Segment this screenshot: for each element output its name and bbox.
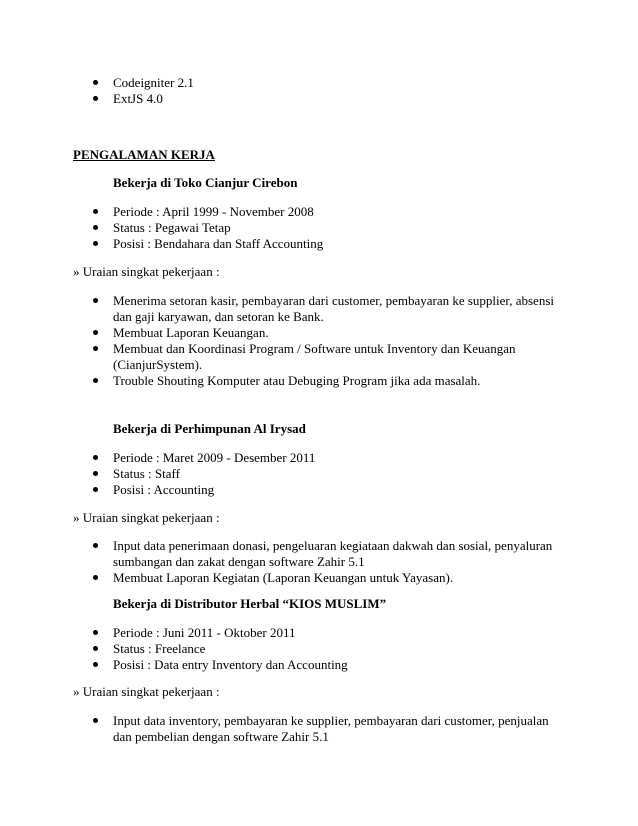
bullet-icon: [93, 204, 99, 220]
list-item: Posisi : Bendahara dan Staff Accounting: [0, 236, 638, 252]
list-item: Menerima setoran kasir, pembayaran dari customer, pembayaran ke supplier, absensi dan gaji karyawan, dan setoran ke Bank.: [0, 293, 638, 325]
bullet-icon: [93, 236, 99, 252]
uraian-label: » Uraian singkat pekerjaan :: [73, 684, 220, 699]
bullet-icon: [93, 450, 99, 466]
list-item: Posisi : Accounting: [0, 482, 638, 498]
skills-list: [0, 75, 638, 107]
list-item: Input data inventory, pembayaran ke supplier, pembayaran dari customer, penjualan dan pembelian dengan software Zahir 5.1: [0, 713, 638, 745]
bullet-icon: [93, 341, 99, 357]
bullet-icon: [93, 75, 99, 91]
bullet-icon: [93, 641, 99, 657]
list-item: Membuat Laporan Kegiatan (Laporan Keuangan untuk Yayasan).: [0, 570, 638, 586]
list-item: Membuat dan Koordinasi Program / Software untuk Inventory dan Keuangan (CianjurSystem).: [0, 341, 638, 373]
job-title: Bekerja di Toko Cianjur Cirebon: [113, 175, 298, 190]
list-item: Posisi : Data entry Inventory dan Accounting: [0, 657, 638, 673]
bullet-icon: [93, 482, 99, 498]
job-details-list: [0, 625, 638, 673]
bullet-icon: [93, 570, 99, 586]
job-details-list: [0, 204, 638, 252]
list-item: Periode : Juni 2011 - Oktober 2011: [0, 625, 638, 641]
bullet-icon: [93, 91, 99, 107]
bullet-icon: [93, 325, 99, 341]
bullet-icon: [93, 373, 99, 389]
bullet-icon: [93, 657, 99, 673]
list-item: Codeigniter 2.1: [0, 75, 638, 91]
job-title: Bekerja di Distributor Herbal “KIOS MUSLIM”: [113, 596, 387, 611]
bullet-icon: [93, 220, 99, 236]
uraian-label: » Uraian singkat pekerjaan :: [73, 510, 220, 525]
job-tasks-list: [0, 293, 638, 389]
bullet-icon: [93, 538, 99, 554]
bullet-icon: [93, 466, 99, 482]
uraian-label: » Uraian singkat pekerjaan :: [73, 264, 220, 279]
bullet-icon: [93, 625, 99, 641]
list-item: Trouble Shouting Komputer atau Debuging Program jika ada masalah.: [0, 373, 638, 389]
bullet-icon: [93, 713, 99, 729]
job-tasks-list: [0, 538, 638, 586]
list-item: ExtJS 4.0: [0, 91, 638, 107]
section-heading: PENGALAMAN KERJA: [73, 147, 215, 162]
list-item: Input data penerimaan donasi, pengeluaran kegiataan dakwah dan sosial, penyaluran sumbangan dan zakat dengan software Zahir 5.1: [0, 538, 638, 570]
bullet-icon: [93, 293, 99, 309]
job-details-list: [0, 450, 638, 498]
job-title: Bekerja di Perhimpunan Al Irysad: [113, 421, 306, 436]
list-item: Membuat Laporan Keuangan.: [0, 325, 638, 341]
list-item: Periode : Maret 2009 - Desember 2011: [0, 450, 638, 466]
list-item: Periode : April 1999 - November 2008: [0, 204, 638, 220]
list-item: Status : Staff: [0, 466, 638, 482]
job-tasks-list: [0, 713, 638, 745]
list-item: Status : Pegawai Tetap: [0, 220, 638, 236]
list-item: Status : Freelance: [0, 641, 638, 657]
